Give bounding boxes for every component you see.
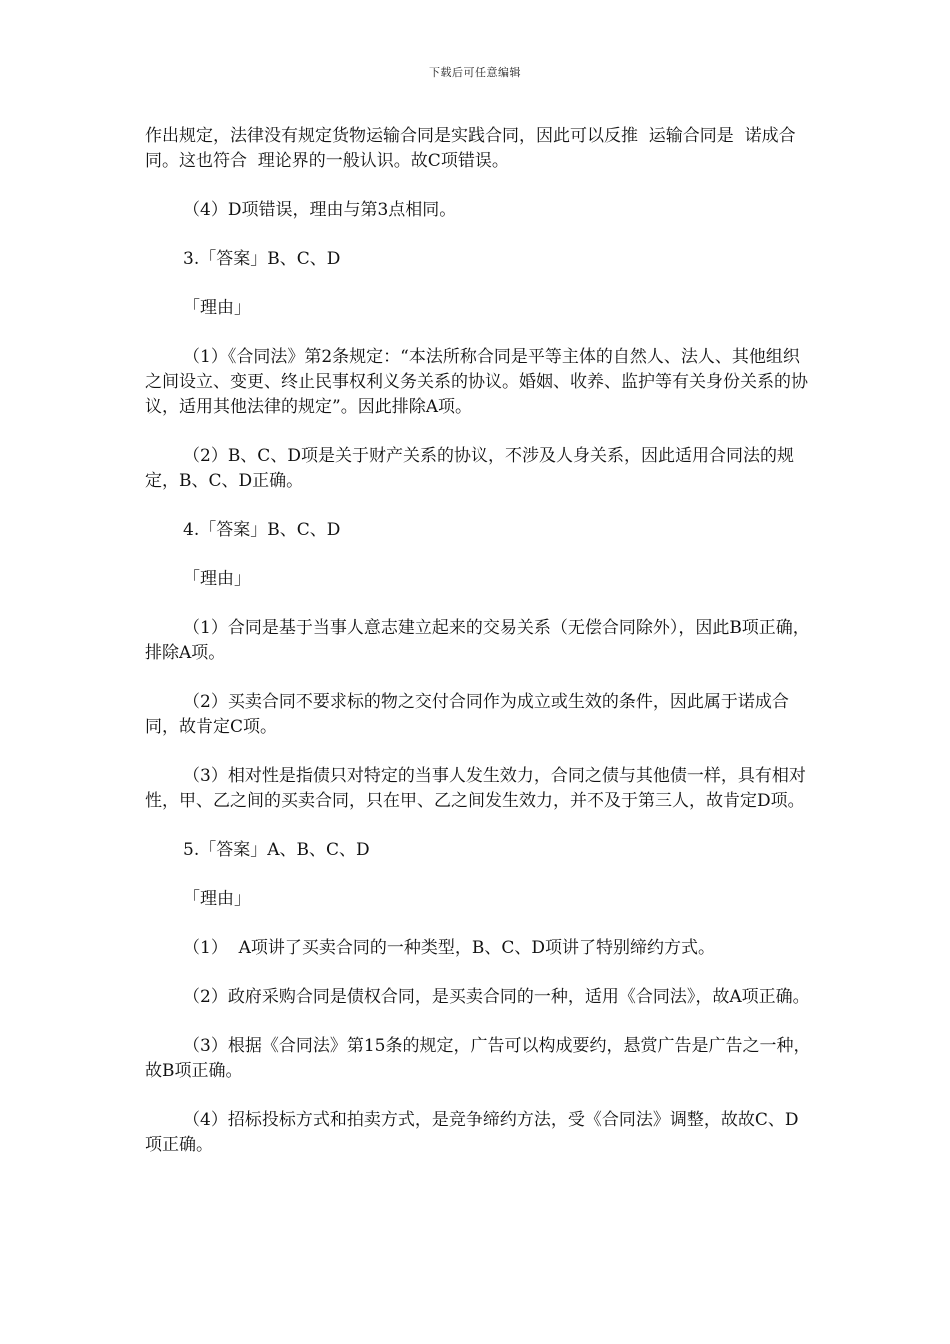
paragraph-4-2: （2）买卖合同不要求标的物之交付合同作为成立或生效的条件，因此属于诺成合同，故肯定C项。 <box>145 692 789 737</box>
paragraph-3-2: （2）B、C、D项是关于财产关系的协议，不涉及人身关系，因此适用合同法的规定，B、C、D正确。 <box>145 446 794 491</box>
reason-heading-4: 「理由」 <box>183 569 251 589</box>
paragraph-continuation: 作出规定，法律没有规定货物运输合同是实践合同，因此可以反推 运输合同是 诺成合同。这也符合 理论界的一般认识。故C项错误。 <box>145 126 796 171</box>
paragraph-4-1: （1）合同是基于当事人意志建立起来的交易关系（无偿合同除外），因此B项正确，排除A项。 <box>145 618 810 663</box>
reason-heading-5: 「理由」 <box>183 889 251 909</box>
document-body <box>145 124 815 1182</box>
paragraph-5-2: （2）政府采购合同是债权合同，是买卖合同的一种，适用《合同法》，故A项正确。 <box>183 987 810 1007</box>
answer-heading-5: 5.「答案」A、B、C、D <box>183 840 370 860</box>
paragraph-5-4: （4）招标投标方式和拍卖方式，是竞争缔约方法，受《合同法》调整，故故C、D项正确。 <box>145 1110 799 1155</box>
answer-heading-3: 3.「答案」B、C、D <box>183 249 341 269</box>
paragraph-4-3: （3）相对性是指债只对特定的当事人发生效力，合同之债与其他债一样，具有相对性，甲、乙之间的买卖合同，只在甲、乙之间发生效力，并不及于第三人，故肯定D项。 <box>145 766 806 811</box>
paragraph-item-4-d: （4）D项错误，理由与第3点相同。 <box>183 200 457 220</box>
paragraph-3-1: （1）《合同法》第2条规定：“本法所称合同是平等主体的自然人、法人、其他组织之间设立、变更、终止民事权利义务关系的协议。婚姻、收养、监护等有关身份关系的协议，适用其他法律的规定”。因此排除A项。 <box>145 347 808 417</box>
paragraph-5-3: （3）根据《合同法》第15条的规定，广告可以构成要约，悬赏广告是广告之一种，故B项正确。 <box>145 1036 811 1081</box>
reason-heading-3: 「理由」 <box>183 298 251 318</box>
page-header-note: 下载后可任意编辑 <box>429 66 521 79</box>
paragraph-5-1: （1） A项讲了买卖合同的一种类型，B、C、D项讲了特别缔约方式。 <box>183 938 716 958</box>
answer-heading-4: 4.「答案」B、C、D <box>183 520 341 540</box>
